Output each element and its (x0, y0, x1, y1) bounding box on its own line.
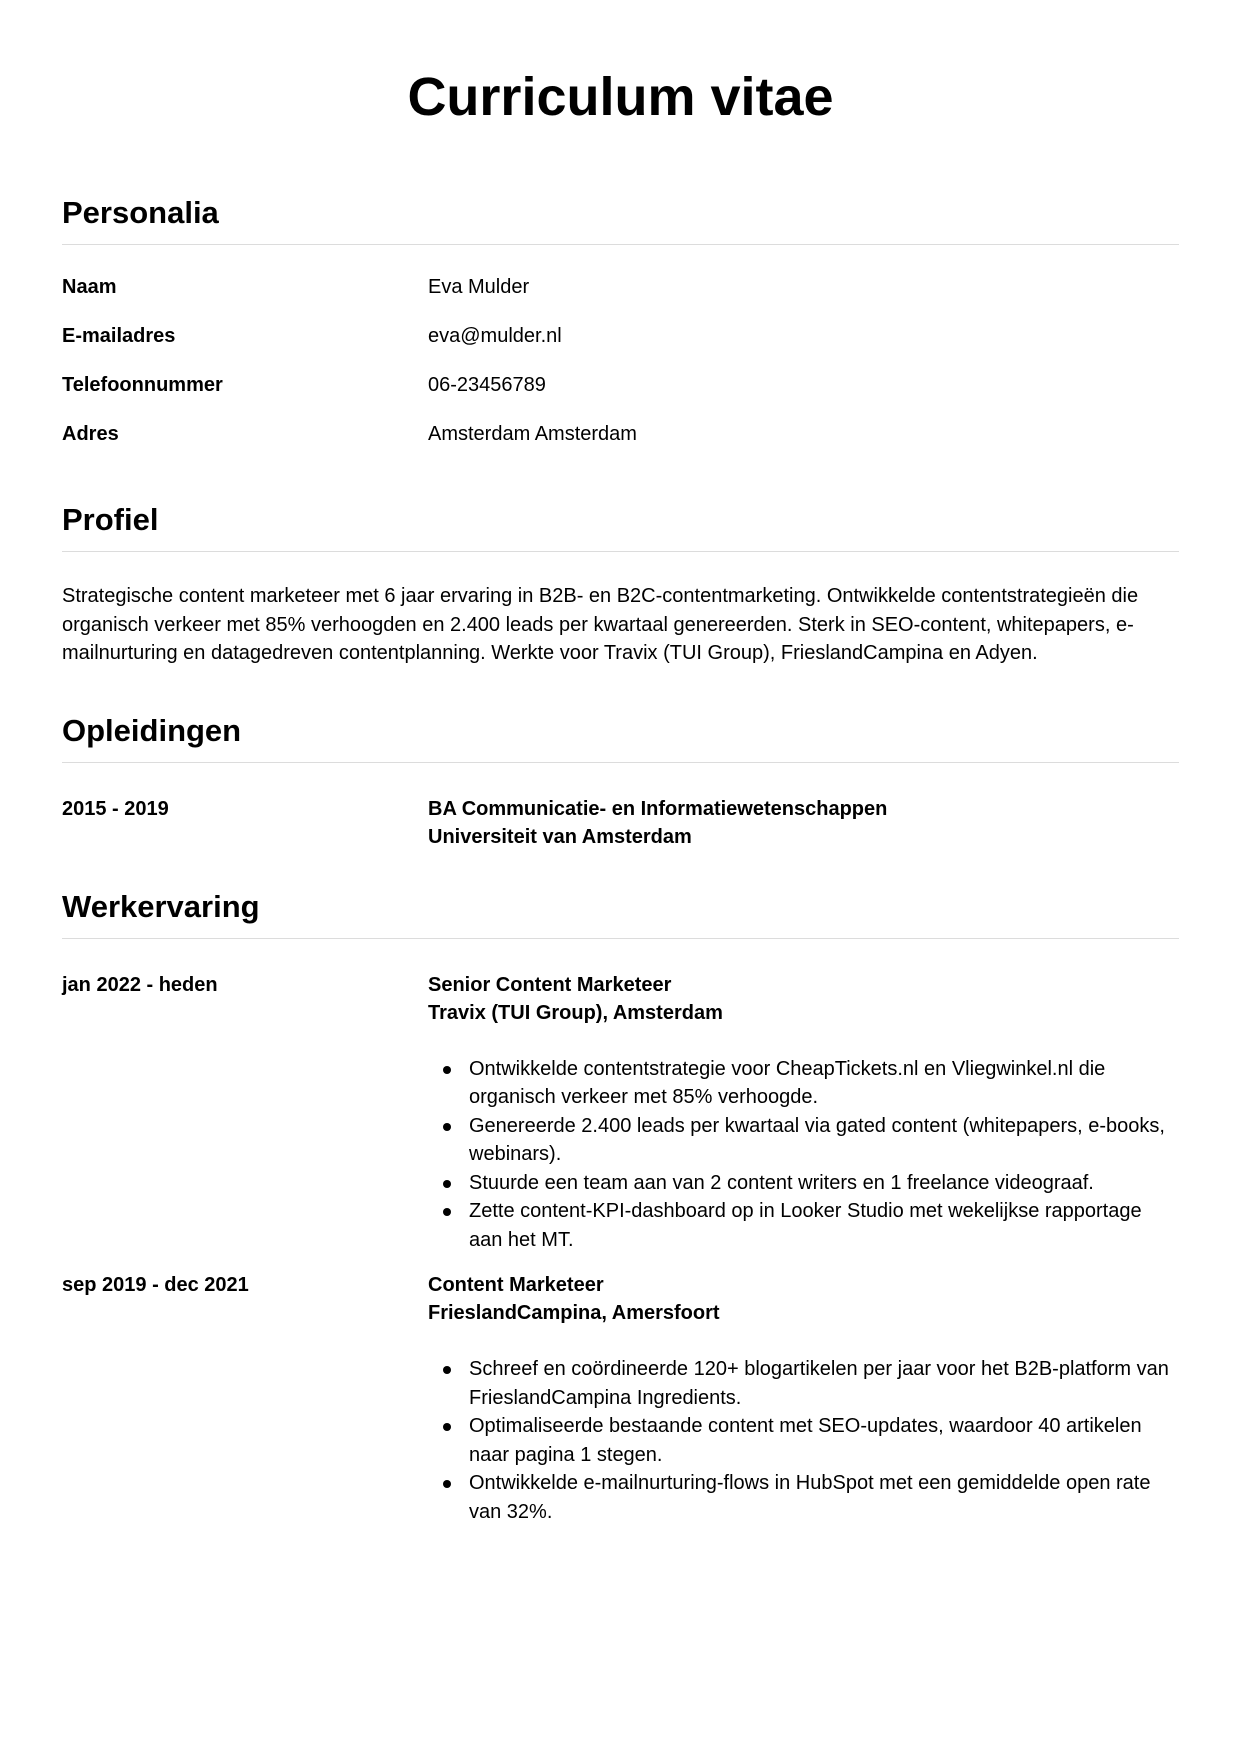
field-label: E-mailadres (62, 325, 176, 347)
job-bullet: Schreef en coördineerde 120+ blogartikelen per jaar voor het B2B-platform van FrieslandCampina Ingredients. (469, 1355, 1179, 1412)
profile-summary: Strategische content marketeer met 6 jaar ervaring in B2B- en B2C-contentmarketing. Ontwikkelde contentstrategieën die organisch verkeer met 85% verhoogden en 2.400 leads per kwartaal genereerden. Sterk in SEO-content, whitepapers, e-mailnurturing en datagedreven contentplanning. Werkte voor Travix (TUI Group), FrieslandCampina en Adyen. (62, 585, 1139, 664)
section-heading-profiel: Profiel (62, 502, 1179, 552)
job-bullet: Ontwikkelde e-mailnurturing-flows in HubSpot met een gemiddelde open rate van 32%. (469, 1469, 1179, 1526)
document-title: Curriculum vitae (407, 67, 834, 127)
job-bullet: Zette content-KPI-dashboard op in Looker Studio met wekelijkse rapportage aan het MT. (469, 1197, 1179, 1254)
job-bullet: Optimaliseerde bestaande content met SEO-updates, waardoor 40 artikelen naar pagina 1 stegen. (469, 1412, 1179, 1469)
section-heading-opleidingen: Opleidingen (62, 713, 1179, 763)
job-company: FrieslandCampina, Amersfoort (428, 1302, 720, 1324)
job-details (428, 1271, 1179, 1526)
field-value-name: Eva Mulder (428, 276, 530, 298)
job-role: Senior Content Marketeer (428, 973, 672, 996)
job-company: Travix (TUI Group), Amsterdam (428, 1001, 723, 1024)
section-heading-werkervaring: Werkervaring (62, 889, 1179, 939)
education-details (428, 795, 1179, 851)
education-period: 2015 - 2019 (62, 797, 169, 820)
education-degree: BA Communicatie- en Informatiewetenschappen (428, 797, 888, 820)
job-entry (62, 971, 1179, 1255)
job-bullet: Ontwikkelde contentstrategie voor CheapTickets.nl en Vliegwinkel.nl die organisch verkeer met 85% verhoogde. (469, 1055, 1179, 1112)
field-label: Telefoonnummer (62, 374, 223, 396)
section-heading-personalia: Personalia (62, 195, 1179, 245)
job-period: jan 2022 - heden (62, 973, 218, 996)
job-details (428, 971, 1179, 1255)
job-bullets (428, 1355, 1179, 1526)
job-entry (62, 1271, 1179, 1526)
personalia-table (62, 273, 1179, 469)
field-label: Adres (62, 423, 119, 445)
field-label: Naam (62, 276, 117, 298)
field-value-address: Amsterdam Amsterdam (428, 423, 637, 445)
job-period: sep 2019 - dec 2021 (62, 1274, 249, 1296)
field-value-phone: 06-23456789 (428, 374, 546, 396)
personalia-row-email (62, 322, 1179, 371)
personalia-row-naam (62, 273, 1179, 322)
job-role: Content Marketeer (428, 1274, 604, 1296)
education-entry (62, 795, 1179, 851)
job-bullet: Genereerde 2.400 leads per kwartaal via gated content (whitepapers, e-books, webinars). (469, 1112, 1179, 1169)
job-bullet: Stuurde een team aan van 2 content writers en 1 freelance videograaf. (469, 1169, 1179, 1198)
job-bullets (428, 1055, 1179, 1255)
field-value-email: eva@mulder.nl (428, 325, 562, 347)
personalia-row-phone (62, 371, 1179, 420)
education-institution: Universiteit van Amsterdam (428, 825, 692, 848)
personalia-row-address (62, 420, 1179, 469)
